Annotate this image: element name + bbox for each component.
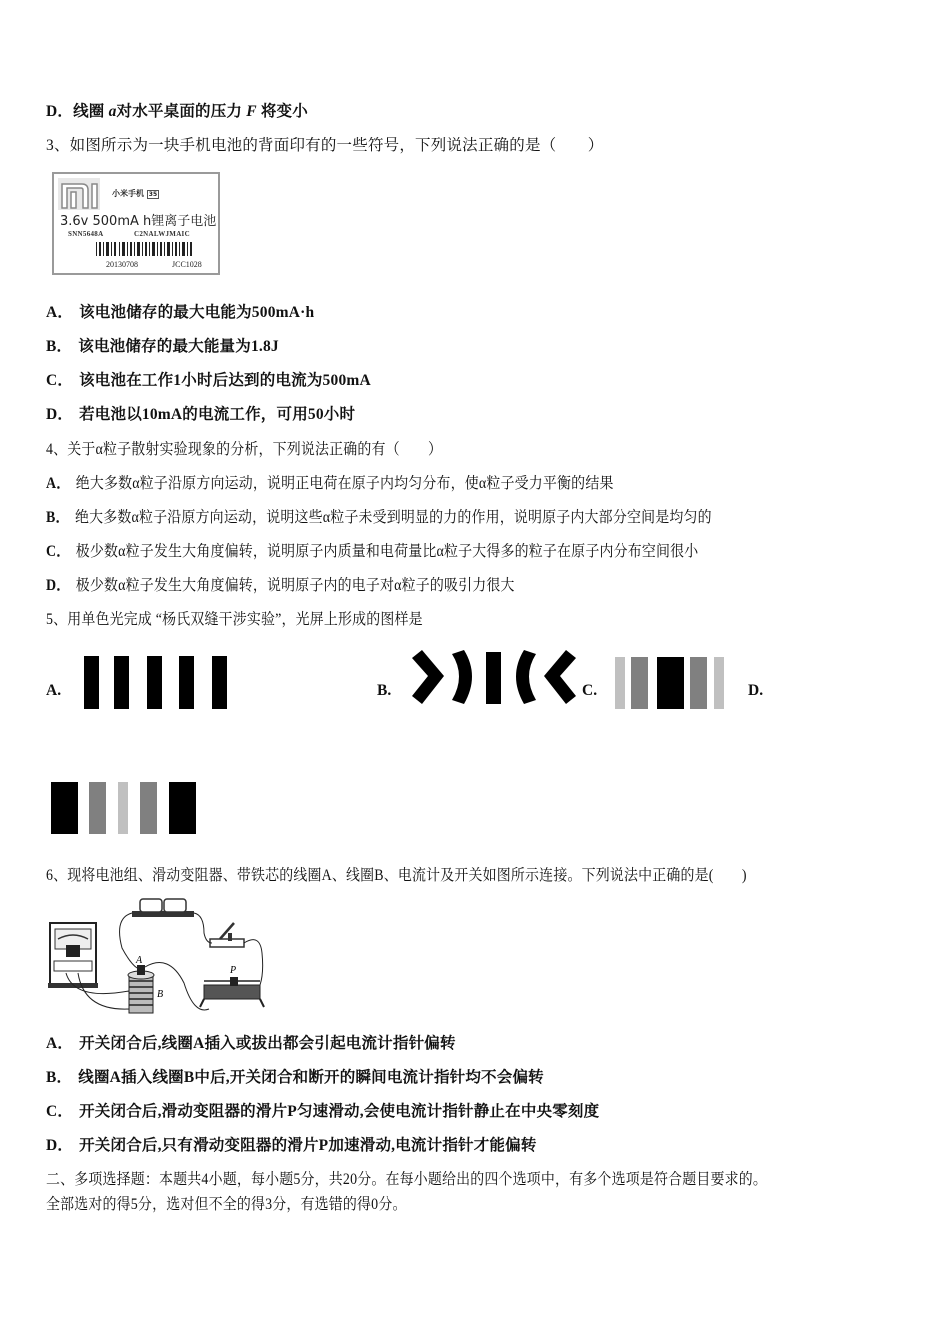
coil-a-label: A (136, 955, 143, 966)
q6-option-c (46, 1102, 599, 1122)
option-label: D． (46, 406, 74, 423)
q5-pattern-c (612, 655, 728, 711)
option-label: C． (46, 543, 71, 560)
option-label: C． (46, 372, 74, 389)
variable-a: a (108, 103, 117, 120)
option-text: 线圈A插入线圈B中后,开关闭合和断开的瞬间电流计指针均不会偏转 (78, 1069, 544, 1086)
barcode-icon (94, 242, 194, 256)
q2-option-d (46, 102, 308, 122)
option-label: B． (46, 509, 70, 526)
option-text: 开关闭合后,线圈A插入或拔出都会引起电流计指针偏转 (79, 1035, 456, 1052)
option-label: D． (46, 103, 74, 120)
option-text: 该电池在工作1小时后达到的电流为500mA (79, 372, 371, 389)
option-text: 极少数α粒子发生大角度偏转，说明原子内的电子对α粒子的吸引力很大 (75, 577, 515, 594)
q5-pattern-d (50, 780, 200, 836)
option-label: A． (46, 1035, 74, 1052)
battery-code-2: C2NALWJMAIC (134, 230, 190, 238)
option-text: 若电池以10mA的电流工作，可用50小时 (79, 406, 356, 423)
battery-label-image (52, 172, 220, 275)
q4-option-c (46, 542, 698, 562)
q3-stem: 3、如图所示为一块手机电池的背面印有的一些符号，下列说法正确的是（ ） (46, 137, 604, 154)
q4-option-b (46, 508, 712, 528)
option-label: B． (46, 338, 73, 355)
battery-brand (112, 188, 159, 199)
q3-option-d (46, 405, 355, 425)
option-text: 绝大多数α粒子沿原方向运动，说明这些α粒子未受到明显的力的作用，说明原子内大部分空间是均匀的 (75, 509, 712, 526)
q3-option-a (46, 303, 314, 323)
q5-stem: 5、用单色光完成 “杨氏双缝干涉实验”，光屏上形成的图样是 (46, 611, 423, 628)
galvanometer-icon (48, 923, 98, 988)
option-text: 该电池储存的最大能量为1.8J (78, 338, 279, 355)
option-label: A． (46, 304, 74, 321)
battery-date: 20130708 (106, 260, 138, 269)
q3-option-b (46, 337, 279, 357)
option-label: D． (46, 577, 71, 594)
slider-p-label: P (230, 965, 237, 976)
option-text: 该电池储存的最大电能为500mA·h (79, 304, 315, 321)
rheostat-icon (200, 977, 264, 1007)
coil-b-icon (128, 965, 154, 1013)
brand-text: 小米手机 (112, 189, 144, 198)
q5-pattern-b (408, 648, 580, 708)
option-text: 开关闭合后,滑动变阻器的滑片P匀速滑动,会使电流计指针静止在中央零刻度 (79, 1103, 600, 1120)
option-text: 对水平桌面的压力 (116, 103, 243, 120)
option-text: 将变小 (260, 103, 308, 120)
option-text: 极少数α粒子发生大角度偏转，说明原子内质量和电荷量比α粒子大得多的粒子在原子内分布空间很小 (75, 543, 699, 560)
section2-header-line1: 二、多项选择题：本题共4小题，每小题5分，共20分。在每小题给出的四个选项中，有多个选项是符合题目要求的。 (46, 1171, 767, 1188)
option-text: 开关闭合后,只有滑动变阻器的滑片P加速滑动,电流计指针才能偏转 (79, 1137, 537, 1154)
brand-badge: 35 (148, 191, 158, 198)
q6-stem: 6、现将电池组、滑动变阻器、带铁芯的线圈A、线圈B、电流计及开关如图所示连接。下列说法中正确的是( ) (46, 867, 747, 884)
section2-header-line2: 全部选对的得5分，选对但不全的得3分，有选错的得0分。 (46, 1196, 407, 1213)
q6-option-b (46, 1068, 544, 1088)
q5-option-b-label: B. (377, 682, 392, 699)
battery-pack-icon (132, 899, 194, 917)
battery-spec: 3.6v 500mA h锂离子电池 (60, 214, 217, 229)
q6-circuit-figure (44, 893, 269, 1018)
option-text: 绝大多数α粒子沿原方向运动，说明正电荷在原子内均匀分布，使α粒子受力平衡的结果 (75, 475, 614, 492)
q6-option-d (46, 1136, 537, 1156)
mi-logo-icon (58, 178, 100, 210)
switch-icon (210, 923, 244, 947)
q4-option-d (46, 576, 515, 596)
option-label: D． (46, 1137, 74, 1154)
q3-option-c (46, 371, 371, 391)
q5-option-c-label: C. (582, 682, 598, 699)
q4-option-a (46, 474, 614, 494)
q5-option-d-label: D. (748, 682, 764, 699)
option-label: B． (46, 1069, 73, 1086)
variable-f: F (246, 103, 257, 120)
battery-lot: JCC1028 (172, 260, 202, 269)
option-label: C． (46, 1103, 74, 1120)
q4-stem: 4、关于α粒子散射实验现象的分析，下列说法正确的有（ ） (46, 441, 443, 458)
option-text: 线圈 (73, 103, 105, 120)
q5-option-a-label: A. (46, 682, 62, 699)
option-label: A． (46, 475, 71, 492)
q5-pattern-a (80, 654, 230, 710)
battery-code-1: SNN5648A (68, 230, 104, 238)
q6-option-a (46, 1034, 456, 1054)
coil-b-label: B (157, 989, 164, 1000)
